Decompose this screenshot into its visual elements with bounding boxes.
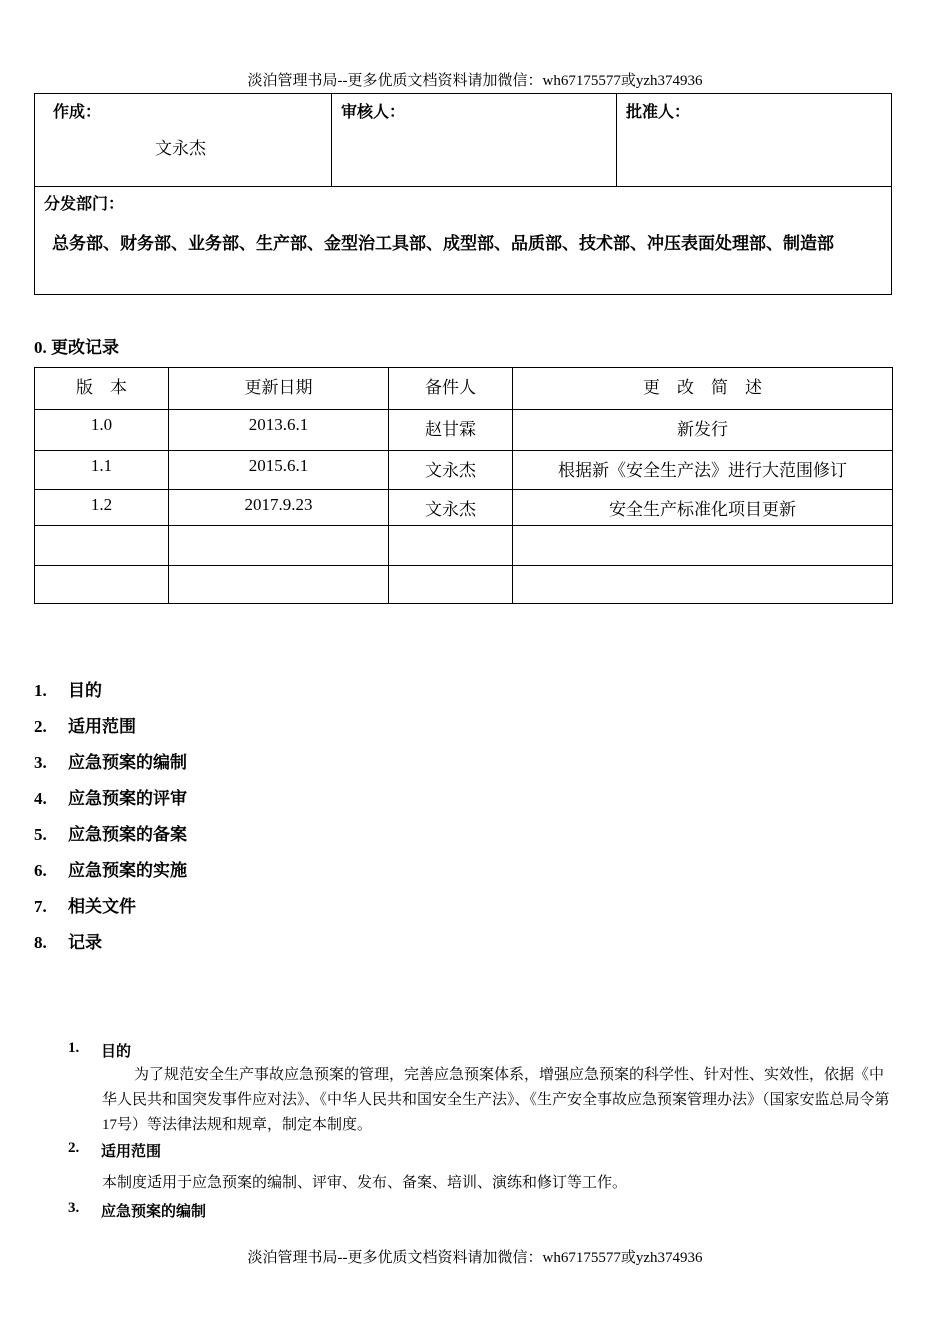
toc-item [34, 788, 187, 824]
section-number: 3. [68, 1200, 80, 1216]
toc-item [34, 860, 187, 896]
cell-summary: 根据新《安全生产法》进行大范围修订 [513, 451, 893, 490]
table-of-contents [34, 680, 187, 968]
toc-number: 4. [34, 789, 47, 808]
cell-date: 2013.6.1 [169, 410, 389, 451]
cell-person [389, 526, 513, 566]
toc-item [34, 824, 187, 860]
section-preparation [68, 1200, 898, 1221]
cell-summary: 安全生产标准化项目更新 [513, 490, 893, 526]
toc-item [34, 680, 187, 716]
cell-date [169, 526, 389, 566]
cell-person: 文永杰 [389, 451, 513, 490]
toc-item [34, 932, 187, 968]
table-row [35, 566, 893, 604]
table-row [35, 410, 893, 451]
distribution-departments: 总务部、财务部、业务部、生产部、金型治工具部、成型部、品质部、技术部、冲压表面处理部、制造部 [52, 234, 834, 253]
cell-date: 2017.9.23 [169, 490, 389, 526]
signoff-row [35, 94, 891, 187]
toc-label: 相关文件 [68, 897, 136, 916]
cell-date: 2015.6.1 [169, 451, 389, 490]
purpose-text: 为了规范安全生产事故应急预案的管理，完善应急预案体系，增强应急预案的科学性、针对性、实效性，依据《中华人民共和国突发事件应对法》、《中华人民共和国安全生产法》、《生产安全事故应急预案管理办法》（国家安监总局令第17号）等法律法规和规章，制定本制度。 [102, 1067, 890, 1133]
section-heading [68, 1040, 898, 1061]
page-footer: 淡泊管理书局--更多优质文档资料请加微信：wh67175577或yzh374936 [247, 1250, 703, 1266]
col-header-summary: 更 改 简 述 [513, 368, 893, 410]
cell-person: 赵甘霖 [389, 410, 513, 451]
table-row [35, 451, 893, 490]
author-name: 文永杰 [155, 139, 206, 158]
toc-label: 应急预案的实施 [68, 861, 187, 880]
col-header-person: 备件人 [389, 368, 513, 410]
section-heading [68, 1200, 898, 1221]
section-number: 2. [68, 1140, 80, 1156]
table-row [35, 526, 893, 566]
section-heading [68, 1140, 898, 1161]
col-header-version: 版 本 [35, 368, 169, 410]
cell-summary [513, 566, 893, 604]
author-label: 作成： [53, 104, 102, 121]
toc-label: 适用范围 [68, 717, 136, 736]
toc-label: 记录 [68, 933, 102, 952]
toc-label: 应急预案的编制 [68, 753, 187, 772]
toc-number: 7. [34, 897, 47, 916]
toc-number: 6. [34, 861, 47, 880]
toc-number: 3. [34, 753, 47, 772]
reviewer-label: 审核人： [341, 104, 406, 121]
toc-label: 目的 [68, 681, 102, 700]
cell-summary [513, 526, 893, 566]
revision-table [34, 367, 893, 604]
distribution-label: 分发部门： [44, 196, 125, 213]
cell-person: 文永杰 [389, 490, 513, 526]
toc-number: 5. [34, 825, 47, 844]
section-title: 目的 [101, 1044, 132, 1060]
revision-title: 0. 更改记录 [34, 338, 119, 357]
table-header-row [35, 368, 893, 410]
cell-version [35, 526, 169, 566]
section-paragraph [68, 1063, 898, 1138]
signoff-box [34, 93, 892, 295]
page-header: 淡泊管理书局--更多优质文档资料请加微信：wh67175577或yzh374936 [247, 73, 703, 89]
scope-text: 本制度适用于应急预案的编制、评审、发布、备案、培训、演练和修订等工作。 [102, 1175, 628, 1191]
cell-version: 1.2 [35, 490, 169, 526]
toc-number: 8. [34, 933, 47, 952]
toc-number: 1. [34, 681, 47, 700]
toc-label: 应急预案的评审 [68, 789, 187, 808]
reviewer-cell [331, 94, 616, 186]
approver-label: 批准人： [626, 104, 691, 121]
cell-person [389, 566, 513, 604]
col-header-date: 更新日期 [169, 368, 389, 410]
section-purpose [68, 1040, 898, 1138]
cell-date [169, 566, 389, 604]
section-title: 应急预案的编制 [101, 1204, 207, 1220]
table-row [35, 490, 893, 526]
author-cell [35, 94, 331, 186]
toc-item [34, 896, 187, 932]
toc-label: 应急预案的备案 [68, 825, 187, 844]
toc-item [34, 716, 187, 752]
approver-cell [616, 94, 891, 186]
cell-version: 1.0 [35, 410, 169, 451]
section-number: 1. [68, 1040, 80, 1056]
cell-version [35, 566, 169, 604]
toc-item [34, 752, 187, 788]
cell-summary: 新发行 [513, 410, 893, 451]
section-title: 适用范围 [101, 1144, 162, 1160]
toc-number: 2. [34, 717, 47, 736]
section-scope [68, 1140, 898, 1196]
cell-version: 1.1 [35, 451, 169, 490]
